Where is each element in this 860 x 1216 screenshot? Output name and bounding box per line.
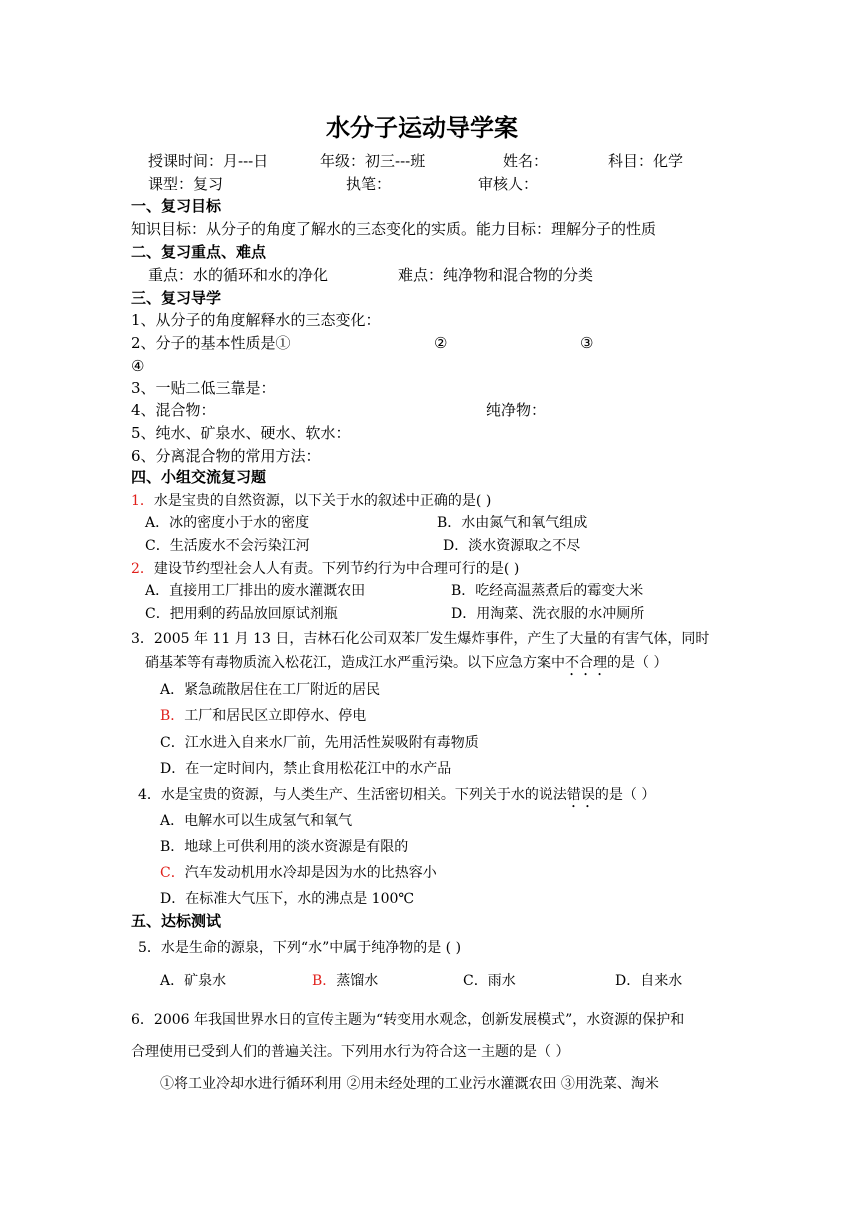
option-1a: A．冰的密度小于水的密度 [145,515,310,531]
guide-q4-b: 纯净物： [486,401,547,419]
question-6-options: ①将工业冷却水进行循环利用 ②用未经处理的工业污水灌溉农田 ③用洗菜、淘米 [160,1076,659,1092]
guide-q5: 5、纯水、矿泉水、硬水、软水： [131,424,351,442]
option-4c [160,863,437,883]
emphasis-text: 错误 [566,787,595,803]
option-text: 工厂和居民区立即停水、停电 [184,708,367,724]
guide-q6: 6、分离混合物的常用方法： [131,447,321,465]
question-text-end: 的是（ ） [594,787,656,803]
guide-q2: 2、分子的基本性质是① [131,334,291,352]
section-heading-test: 五、达标测试 [131,912,222,930]
question-text: 建设节约型社会人人有责。下列节约行为中合理可行的是( ) [153,561,520,577]
section-heading-goals: 一、复习目标 [131,197,222,215]
question-text: 4．水是宝贵的资源，与人类生产、生活密切相关。下列关于水的说法 [138,787,567,803]
focus-difficult: 难点：纯净物和混合物的分类 [398,266,594,284]
section-heading-guide: 三、复习导学 [131,289,222,307]
option-2d: D．用淘菜、洗衣服的水冲厕所 [451,606,645,622]
meta-reviewer: 审核人： [478,175,539,193]
answer-letter: C． [160,865,185,881]
goals-text: 知识目标：从分子的角度了解水的三态变化的实质。能力目标：理解分子的性质 [131,220,657,238]
meta-name: 姓名： [503,152,549,170]
question-2 [131,559,519,579]
guide-q1: 1、从分子的角度解释水的三态变化： [131,311,381,329]
answer-letter: B． [312,973,337,989]
emphasis-text: 不合理 [565,655,607,671]
meta-time: 授课时间：月---日 [148,152,269,170]
section-heading-focus: 二、复习重点、难点 [131,243,267,261]
guide-q2-c: ③ [580,334,594,352]
section-heading-group: 四、小组交流复习题 [131,468,267,486]
guide-q2-b: ② [434,334,448,352]
option-5b [312,971,378,991]
option-3d: D．在一定时间内，禁止食用松花江中的水产品 [160,761,452,777]
question-text: 水是宝贵的自然资源，以下关于水的叙述中正确的是( ) [153,493,492,509]
page-title: 水分子运动导学案 [326,114,518,142]
guide-q2-d: ④ [131,357,145,375]
question-number: 2． [131,561,154,577]
meta-writer: 执笔： [346,175,392,193]
question-number: 1． [131,493,154,509]
question-1 [131,491,491,511]
question-5: 5．水是生命的源泉，下列“水”中属于纯净物的是 ( ) [138,940,462,956]
question-3-line1: 3．2005 年 11 月 13 日，吉林石化公司双苯厂发生爆炸事件，产生了大量的有害气体，同时 [131,631,710,647]
option-4a: A．电解水可以生成氢气和氧气 [160,813,353,829]
option-5a: A．矿泉水 [160,973,227,989]
question-6-line1: 6．2006 年我国世界水日的宣传主题为“转变用水观念，创新发展模式”，水资源的保护和 [131,1012,685,1028]
option-1d: D．淡水资源取之不尽 [443,538,581,554]
option-4d: D．在标准大气压下，水的沸点是 100℃ [160,891,415,907]
option-text: 蒸馏水 [336,973,379,989]
option-2a: A．直接用工厂排出的废水灌溉农田 [145,583,366,599]
option-1c: C．生活废水不会污染江河 [145,538,310,554]
option-5d: D．自来水 [615,973,683,989]
focus-key: 重点：水的循环和水的净化 [148,266,329,284]
option-3a: A．紧急疏散居住在工厂附近的居民 [160,682,381,698]
question-3-line2 [145,653,667,679]
option-5c: C．雨水 [463,973,516,989]
question-text-end: 的是（ ） [607,655,668,671]
guide-q4: 4、混合物： [131,401,216,419]
option-text: 汽车发动机用水冷却是因为水的比热容小 [184,865,437,881]
option-4b: B．地球上可供利用的淡水资源是有限的 [160,839,409,855]
question-text: 硝基苯等有毒物质流入松花江，造成江水严重污染。以下应急方案中 [145,655,565,671]
answer-letter: B． [160,708,185,724]
option-1b: B．水由氮气和氧气组成 [437,515,588,531]
question-4 [138,785,655,811]
option-2c: C．把用剩的药品放回原试剂瓶 [145,606,338,622]
option-3c: C．江水进入自来水厂前，先用活性炭吸附有毒物质 [160,735,479,751]
question-6-line2: 合理使用已受到人们的普遍关注。下列用水行为符合这一主题的是（ ） [131,1044,570,1060]
option-2b: B．吃经高温蒸煮后的霉变大米 [451,583,644,599]
guide-q3: 3、一贴二低三靠是： [131,379,276,397]
meta-subject: 科目：化学 [608,152,684,170]
meta-type: 课型：复习 [148,175,224,193]
meta-grade: 年级：初三---班 [320,152,426,170]
option-3b [160,706,366,726]
